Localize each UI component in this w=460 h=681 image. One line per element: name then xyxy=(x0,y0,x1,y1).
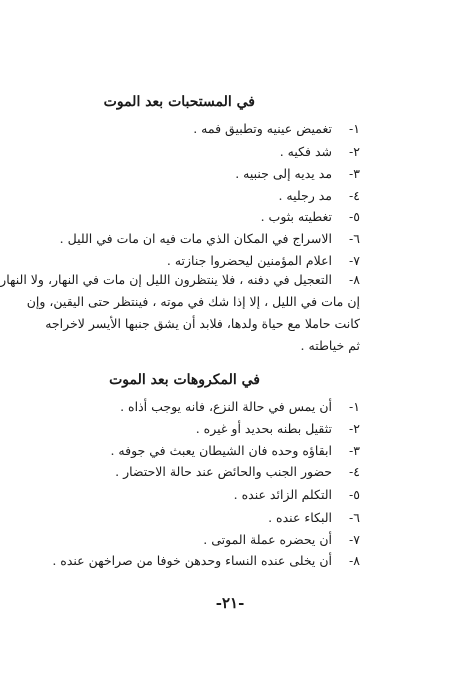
item-text: أن يحضره عملة الموتى . xyxy=(203,532,333,547)
item-text: أن يخلى عنده النساء وحدهن خوفا من صراخهن عنده . xyxy=(52,553,333,568)
item-number: ٥- xyxy=(349,209,360,224)
page-number: -٢١- xyxy=(215,594,245,612)
item-continuation xyxy=(26,290,360,313)
item-number: ٧- xyxy=(349,253,360,268)
item-text: شد فكيه . xyxy=(279,144,333,159)
item-number: ٤- xyxy=(349,188,360,203)
item-text-line: كانت حاملا مع حياة ولدها، فلابد أن يشق جنبها الأيسر لاخراجه xyxy=(45,316,360,331)
item-text: التكلم الزائد عنده . xyxy=(233,487,333,502)
list-item xyxy=(30,549,360,572)
item-number: ٢- xyxy=(349,144,360,159)
item-text: تغطيته بثوب . xyxy=(260,209,333,224)
list-item xyxy=(30,117,360,140)
item-continuation xyxy=(30,334,360,357)
list-item xyxy=(30,184,360,207)
item-number: ٤- xyxy=(349,464,360,479)
list-item-multiline xyxy=(0,268,360,291)
item-number: ٥- xyxy=(349,487,360,502)
list-item xyxy=(30,460,360,483)
list-item xyxy=(30,439,360,462)
list-item xyxy=(30,395,360,418)
item-text-line: ثم خياطته . xyxy=(300,338,360,353)
item-text: مد يديه إلى جنبيه . xyxy=(235,166,333,181)
list-item xyxy=(30,528,360,551)
item-text: البكاء عنده . xyxy=(268,510,333,525)
item-text: أن يمس في حالة النزع، فانه يوجب أذاه . xyxy=(120,399,333,414)
list-item xyxy=(30,483,360,506)
list-item xyxy=(30,205,360,228)
item-number: ٣- xyxy=(349,166,360,181)
item-number: ١- xyxy=(349,121,360,136)
list-item xyxy=(30,140,360,163)
item-text: الاسراج في المكان الذي مات فيه ان مات في الليل . xyxy=(59,231,333,246)
item-number: ٦- xyxy=(349,231,360,246)
list-item xyxy=(30,227,360,250)
item-text-line: التعجيل في دفنه ، فلا ينتظرون الليل إن مات في النهار، ولا النهار xyxy=(0,272,333,287)
item-number: ٧- xyxy=(349,532,360,547)
section-title-disliked: في المكروهات بعد الموت xyxy=(109,372,260,388)
item-text: اعلام المؤمنين ليحضروا جنازته . xyxy=(166,253,333,268)
list-item xyxy=(30,417,360,440)
item-number: ٣- xyxy=(349,443,360,458)
item-text: ابقاؤه وحده فان الشيطان يعبث في جوفه . xyxy=(110,443,333,458)
item-number: ١- xyxy=(349,399,360,414)
item-text: تغميض عينيه وتطبيق فمه . xyxy=(193,121,333,136)
item-continuation xyxy=(30,312,360,335)
list-item xyxy=(30,162,360,185)
item-number: ٨- xyxy=(349,553,360,568)
item-number: ٨- xyxy=(349,272,360,287)
item-text: مد رجليه . xyxy=(278,188,333,203)
list-item xyxy=(30,506,360,529)
section-title-recommended: في المستحبات بعد الموت xyxy=(103,94,255,110)
item-number: ٢- xyxy=(349,421,360,436)
item-text: تثقيل بطنه بحديد أو غيره . xyxy=(195,421,333,436)
item-text-line: إن مات في الليل ، إلا إذا شك في موته ، فينتظر حتى اليقين، وإن xyxy=(26,294,360,309)
item-text: حضور الجنب والحائض عند حالة الاحتضار . xyxy=(115,464,333,479)
item-number: ٦- xyxy=(349,510,360,525)
